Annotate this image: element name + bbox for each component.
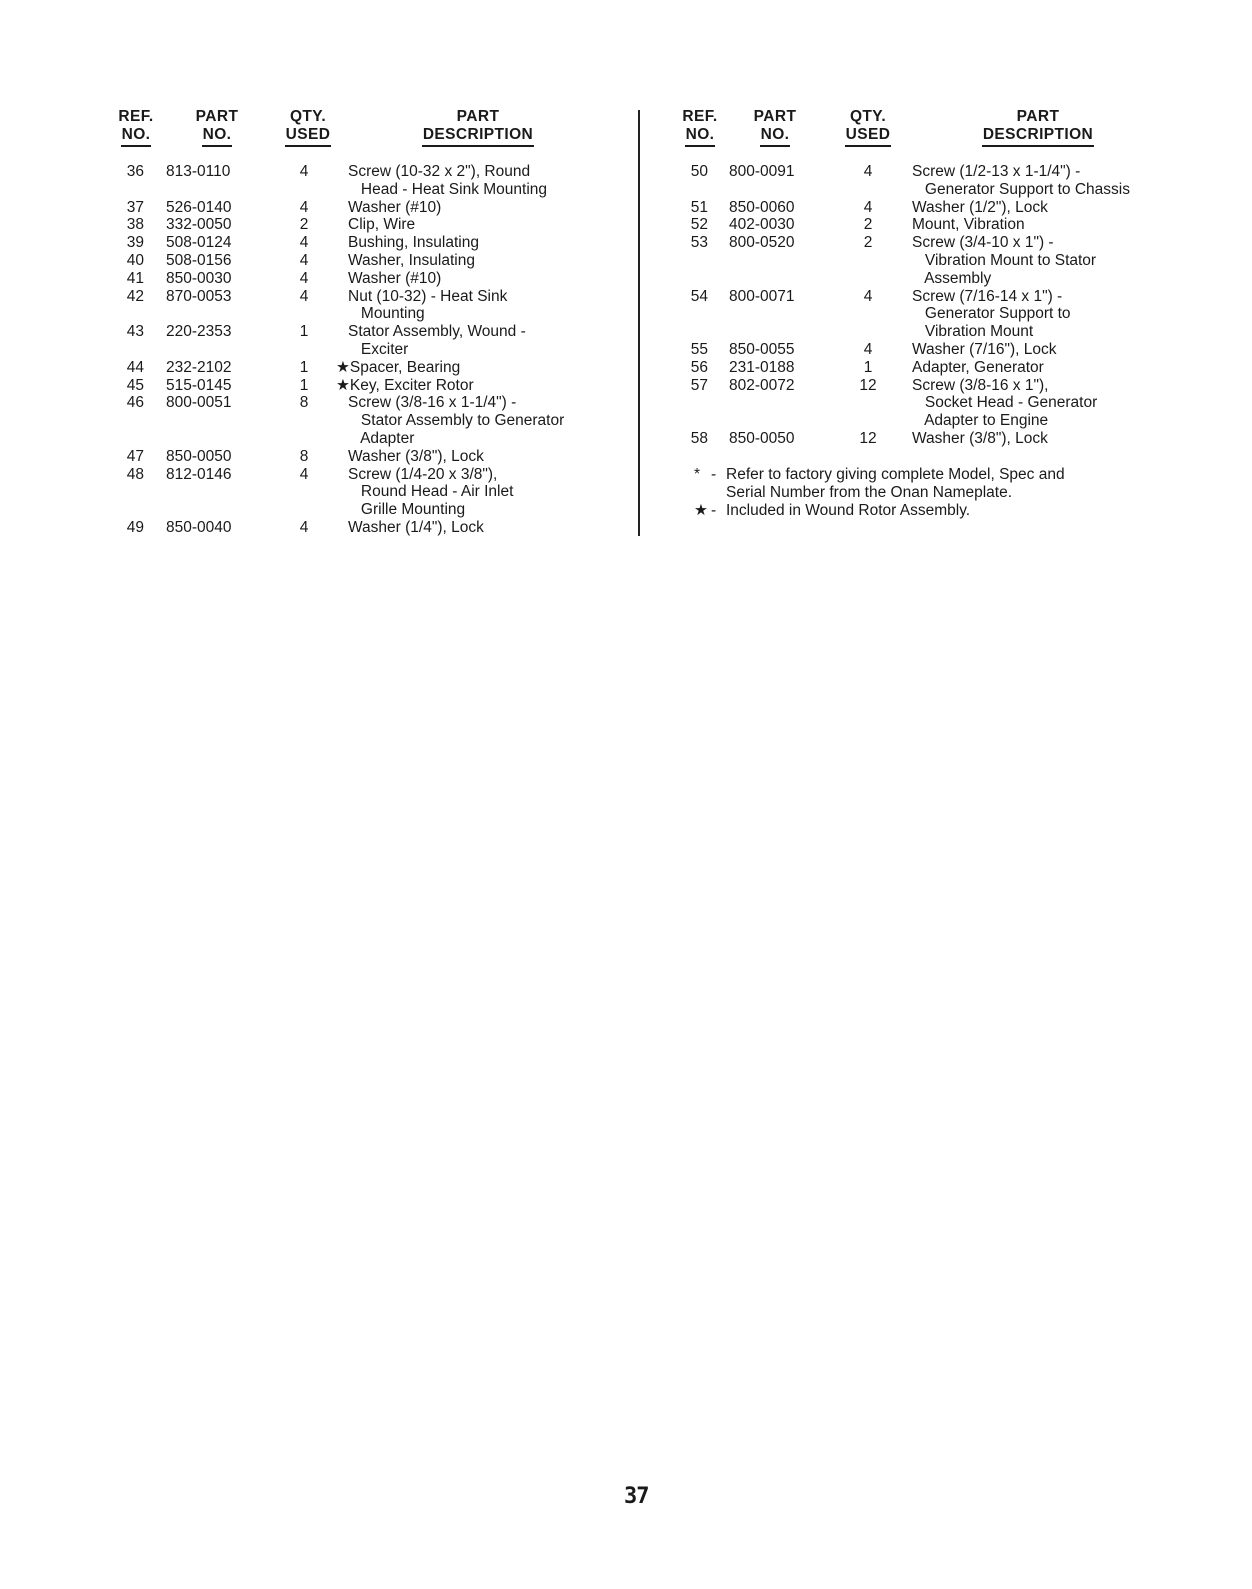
- part-description: Screw (1/4-20 x 3/8"),: [348, 465, 498, 483]
- table-body: [112, 163, 632, 537]
- qty-used: 2: [299, 216, 309, 234]
- ref-no: 58: [690, 429, 708, 447]
- ref-no: 47: [126, 447, 144, 465]
- part-description: Screw (3/4-10 x 1") -: [912, 234, 1054, 252]
- part-no: 800-0071: [729, 287, 795, 305]
- part-no: 800-0520: [729, 234, 795, 252]
- part-description: Generator Support to Chassis: [912, 180, 1130, 198]
- part-no: 870-0053: [166, 287, 232, 305]
- table-row: [676, 234, 1196, 287]
- part-no: 813-0110: [166, 163, 231, 180]
- qty-used: 4: [299, 269, 309, 287]
- part-description: Screw (3/8-16 x 1-1/4") -: [348, 394, 517, 412]
- ref-no: 49: [126, 518, 144, 536]
- qty-used: 4: [863, 287, 873, 305]
- part-no: 515-0145: [166, 376, 232, 394]
- qty-used: 4: [299, 234, 309, 252]
- table-row: [112, 163, 632, 199]
- ref-no: 45: [126, 376, 144, 394]
- part-description: Head - Heat Sink Mounting: [348, 180, 548, 198]
- table-row: [676, 377, 1196, 430]
- table-row: [676, 288, 1196, 341]
- qty-used: 1: [863, 358, 873, 376]
- page-number: 37: [624, 1484, 649, 1509]
- part-description: Assembly: [912, 269, 992, 287]
- qty-used: 4: [299, 251, 309, 269]
- ref-no: 48: [126, 465, 144, 483]
- ref-no: 52: [690, 216, 708, 234]
- qty-used: 12: [859, 376, 877, 394]
- part-description: Vibration Mount to Stator: [912, 251, 1097, 269]
- ref-no: 41: [126, 269, 144, 287]
- parts-table-left: [112, 108, 632, 537]
- part-no: 526-0140: [166, 198, 232, 216]
- header-part-description: PART DESCRIPTION: [410, 108, 546, 147]
- ref-no: 43: [126, 323, 144, 341]
- part-no: 812-0146: [166, 465, 232, 483]
- part-description: Screw (3/8-16 x 1"),: [912, 376, 1049, 394]
- part-no: 231-0188: [729, 358, 795, 376]
- table-row: [112, 270, 632, 288]
- ref-no: 51: [690, 198, 708, 216]
- header-part-description: PART DESCRIPTION: [970, 108, 1106, 147]
- part-description: ★Key, Exciter Rotor: [336, 376, 474, 394]
- header-qty-used: QTY. USED: [280, 108, 336, 147]
- footnote-line: [676, 502, 1196, 520]
- table-row: [112, 288, 632, 324]
- table-row: [112, 216, 632, 234]
- table-body: [676, 163, 1196, 448]
- part-no: 802-0072: [729, 376, 795, 394]
- table-row: [676, 359, 1196, 377]
- table-row: [112, 466, 632, 519]
- part-description: Adapter to Engine: [912, 412, 1049, 430]
- ref-no: 36: [126, 163, 144, 180]
- table-row: [112, 323, 632, 359]
- table-row: [112, 377, 632, 395]
- ref-no: 55: [690, 340, 708, 358]
- part-description: Socket Head - Generator: [912, 394, 1098, 412]
- part-description: Screw (10-32 x 2"), Round: [348, 163, 531, 180]
- qty-used: 4: [863, 163, 873, 180]
- table-header: [112, 108, 632, 152]
- qty-used: 4: [299, 163, 309, 180]
- header-qty-used: QTY. USED: [840, 108, 896, 147]
- table-row: [676, 341, 1196, 359]
- part-description: Washer (1/4"), Lock: [348, 518, 484, 536]
- footnote-symbol: ★: [694, 501, 708, 519]
- table-row: [112, 252, 632, 270]
- parts-table-right: [676, 108, 1196, 520]
- qty-used: 12: [859, 429, 877, 447]
- table-row: [676, 430, 1196, 448]
- part-no: 850-0060: [729, 198, 795, 216]
- footnote-line: [676, 484, 1196, 502]
- qty-used: 8: [299, 394, 309, 412]
- part-description: Washer (#10): [348, 198, 442, 216]
- part-description: Nut (10-32) - Heat Sink: [348, 287, 508, 305]
- header-ref-no: REF. NO.: [112, 108, 160, 147]
- part-description: Generator Support to: [912, 305, 1071, 323]
- part-description: Washer (3/8"), Lock: [912, 429, 1048, 447]
- part-description: Stator Assembly, Wound -: [348, 323, 526, 341]
- part-description: Washer (#10): [348, 269, 442, 287]
- part-no: 402-0030: [729, 216, 795, 234]
- qty-used: 4: [299, 465, 309, 483]
- part-description: Mounting: [348, 305, 425, 323]
- part-description: Exciter: [348, 340, 409, 358]
- header-part-no: PART NO.: [180, 108, 254, 147]
- part-description: Stator Assembly to Generator: [348, 412, 565, 430]
- part-no: 850-0030: [166, 269, 232, 287]
- part-description: Screw (7/16-14 x 1") -: [912, 287, 1063, 305]
- footnote-symbol: *: [694, 465, 701, 483]
- part-description: Bushing, Insulating: [348, 234, 479, 252]
- qty-used: 2: [863, 216, 873, 234]
- part-description: ★Spacer, Bearing: [336, 358, 461, 376]
- footnote-dash: -: [711, 465, 717, 483]
- part-description: Washer (7/16"), Lock: [912, 340, 1057, 358]
- header-part-no: PART NO.: [738, 108, 812, 147]
- part-no: 232-2102: [166, 358, 232, 376]
- part-no: 800-0051: [166, 394, 232, 412]
- part-no: 332-0050: [166, 216, 232, 234]
- ref-no: 53: [690, 234, 708, 252]
- part-description: Clip, Wire: [348, 216, 416, 234]
- column-divider: [638, 110, 640, 536]
- footnotes: [676, 466, 1196, 520]
- ref-no: 57: [690, 376, 708, 394]
- ref-no: 54: [690, 287, 708, 305]
- qty-used: 4: [299, 198, 309, 216]
- footnote-text: Refer to factory giving complete Model, Spec and: [726, 465, 1065, 483]
- table-row: [676, 163, 1196, 199]
- qty-used: 1: [299, 323, 309, 341]
- footnote-text: Serial Number from the Onan Nameplate.: [726, 483, 1013, 501]
- ref-no: 46: [126, 394, 144, 412]
- ref-no: 50: [690, 163, 708, 180]
- table-header: [676, 108, 1196, 152]
- part-description: Washer (3/8"), Lock: [348, 447, 484, 465]
- table-row: [676, 199, 1196, 217]
- part-description: Round Head - Air Inlet: [348, 483, 514, 501]
- part-description: Adapter, Generator: [912, 358, 1044, 376]
- table-row: [112, 234, 632, 252]
- part-no: 850-0050: [729, 429, 795, 447]
- footnote-text: Included in Wound Rotor Assembly.: [726, 501, 971, 519]
- part-no: 850-0040: [166, 518, 232, 536]
- part-description: Mount, Vibration: [912, 216, 1025, 234]
- table-row: [112, 448, 632, 466]
- ref-no: 38: [126, 216, 144, 234]
- table-row: [112, 394, 632, 447]
- qty-used: 1: [299, 376, 309, 394]
- qty-used: 4: [863, 340, 873, 358]
- table-row: [676, 216, 1196, 234]
- table-row: [112, 519, 632, 537]
- ref-no: 37: [126, 198, 144, 216]
- ref-no: 42: [126, 287, 144, 305]
- ref-no: 40: [126, 251, 144, 269]
- qty-used: 1: [299, 358, 309, 376]
- part-no: 800-0091: [729, 163, 795, 180]
- qty-used: 4: [299, 287, 309, 305]
- header-ref-no: REF. NO.: [676, 108, 724, 147]
- part-no: 850-0050: [166, 447, 232, 465]
- table-row: [112, 199, 632, 217]
- part-description: Washer, Insulating: [348, 251, 475, 269]
- qty-used: 4: [299, 518, 309, 536]
- part-no: 220-2353: [166, 323, 232, 341]
- qty-used: 8: [299, 447, 309, 465]
- ref-no: 56: [690, 358, 708, 376]
- ref-no: 39: [126, 234, 144, 252]
- footnote-line: [676, 466, 1196, 484]
- part-description: Adapter: [348, 429, 415, 447]
- part-description: Grille Mounting: [348, 501, 466, 519]
- footnote-dash: -: [711, 501, 717, 519]
- qty-used: 2: [863, 234, 873, 252]
- part-no: 508-0156: [166, 251, 232, 269]
- part-description: Vibration Mount: [912, 323, 1034, 341]
- part-no: 508-0124: [166, 234, 232, 252]
- ref-no: 44: [126, 358, 144, 376]
- part-description: Screw (1/2-13 x 1-1/4") -: [912, 163, 1081, 180]
- table-row: [112, 359, 632, 377]
- part-description: Washer (1/2"), Lock: [912, 198, 1048, 216]
- part-no: 850-0055: [729, 340, 795, 358]
- qty-used: 4: [863, 198, 873, 216]
